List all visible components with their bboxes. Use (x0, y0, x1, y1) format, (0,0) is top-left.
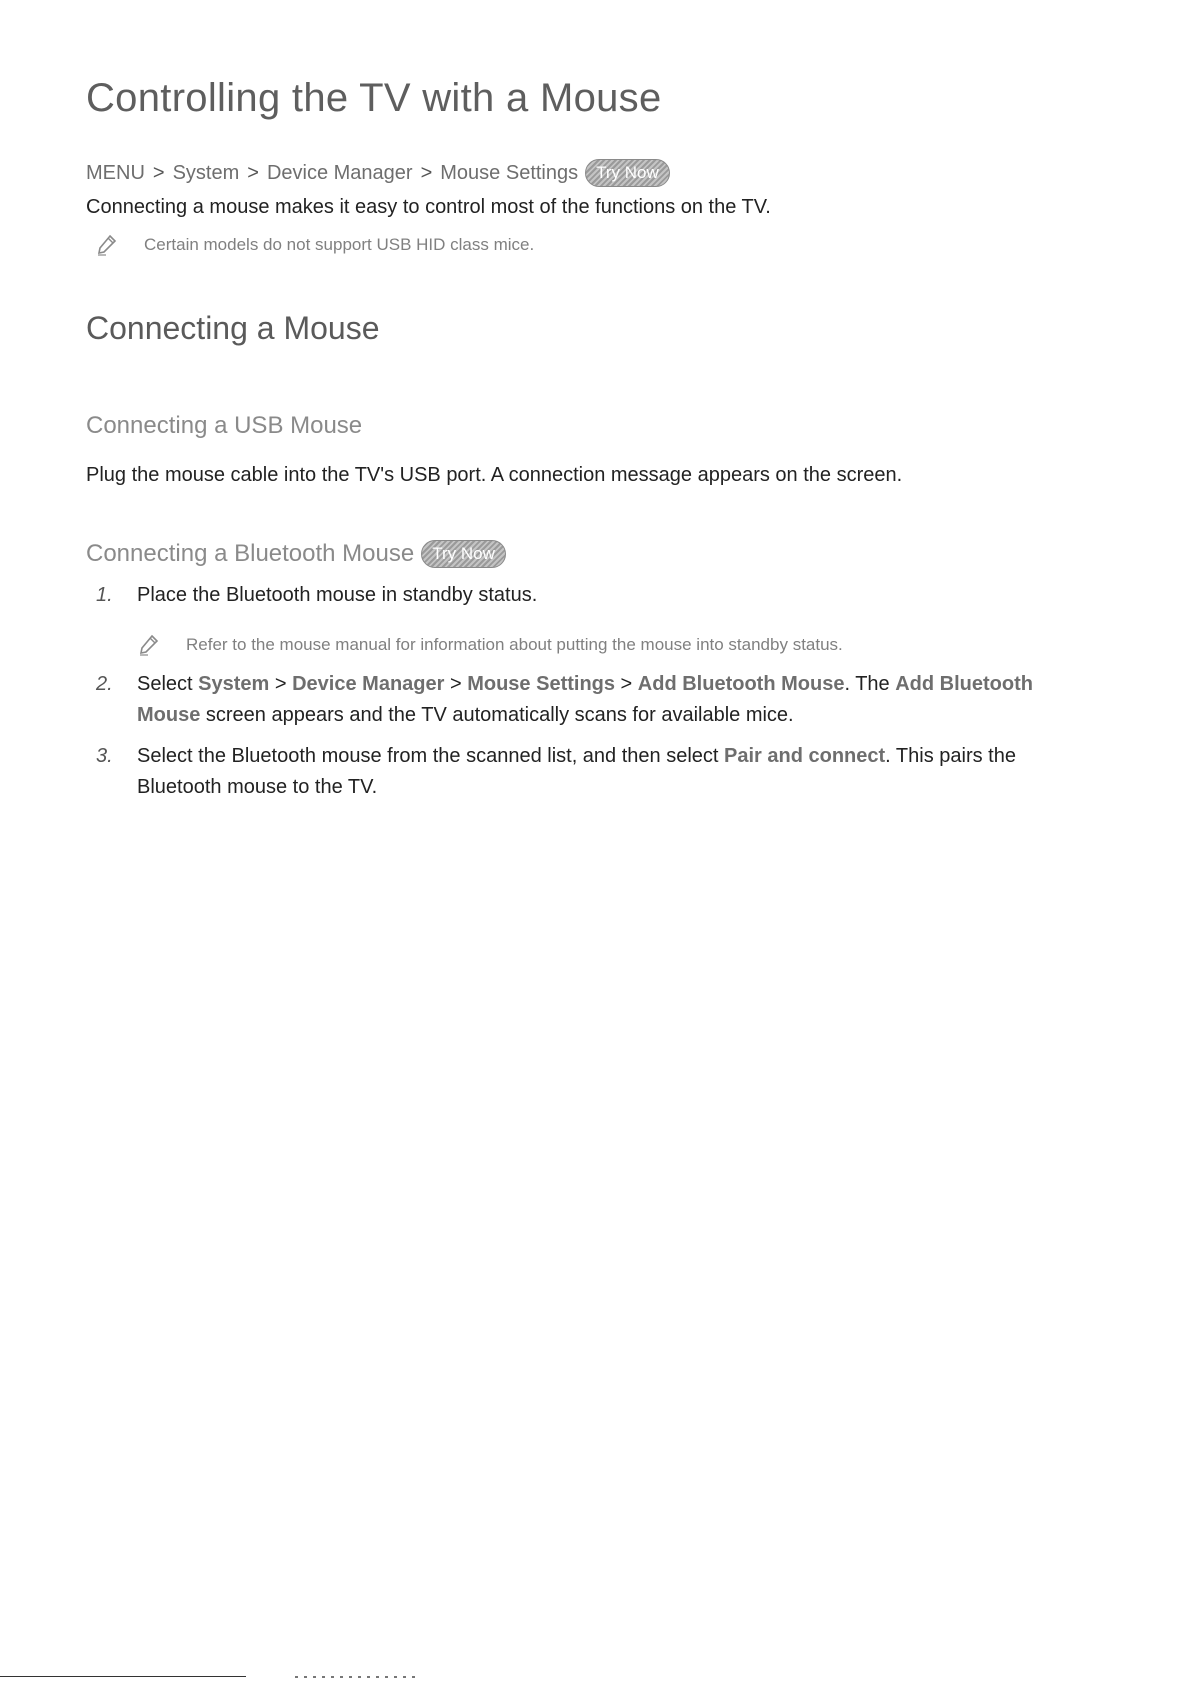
breadcrumb-separator: > (152, 161, 165, 184)
menu-add-bluetooth-mouse: Add Bluetooth Mouse (637, 673, 845, 695)
pencil-note-icon (138, 634, 160, 656)
usb-heading: Connecting a USB Mouse (86, 412, 363, 439)
step-text: Place the Bluetooth mouse in standby status. (137, 584, 538, 606)
try-now-button[interactable]: Try Now (421, 540, 506, 568)
step-text (137, 741, 1097, 803)
menu-mouse-settings: Mouse Settings (467, 673, 615, 695)
step-text-prefix: Select (137, 673, 199, 695)
note-standby-text: Refer to the mouse manual for information about putting the mouse into standby status. (186, 635, 843, 654)
note-models (96, 234, 534, 256)
footer-marks (295, 1676, 415, 1678)
breadcrumb-device-manager: Device Manager (266, 161, 413, 184)
step-number: 3. (96, 745, 113, 767)
page-title: Controlling the TV with a Mouse (86, 76, 662, 120)
step-text (137, 669, 1097, 731)
try-now-button[interactable]: Try Now (585, 159, 670, 187)
menu-device-manager: Device Manager (292, 673, 445, 695)
step-number: 1. (96, 584, 113, 606)
breadcrumb-system: System (172, 161, 240, 184)
pair-and-connect: Pair and connect (724, 745, 886, 767)
intro-text: Connecting a mouse makes it easy to control most of the functions on the TV. (86, 196, 771, 218)
usb-text: Plug the mouse cable into the TV's USB port. A connection message appears on the screen. (86, 464, 903, 486)
step-number: 2. (96, 673, 113, 695)
note-models-text: Certain models do not support USB HID class mice. (144, 235, 535, 254)
menu-system: System (198, 673, 270, 695)
menu-separator: > (615, 673, 638, 695)
menu-separator: > (269, 673, 293, 695)
bluetooth-heading-text: Connecting a Bluetooth Mouse (86, 540, 415, 567)
step-text-mid: . The (844, 673, 896, 695)
step-text-prefix: Select the Bluetooth mouse from the scanned list, and then select (137, 745, 725, 767)
pencil-note-icon (96, 234, 118, 256)
breadcrumb-mouse-settings: Mouse Settings (440, 161, 579, 184)
screen-name: Add Bluetooth Mouse (137, 673, 1033, 726)
footer-rule (0, 1676, 246, 1677)
menu-separator: > (444, 673, 468, 695)
bluetooth-heading (86, 540, 506, 568)
breadcrumb (86, 159, 670, 187)
breadcrumb-separator: > (420, 161, 433, 184)
note-standby (138, 634, 843, 656)
section-title: Connecting a Mouse (86, 310, 380, 346)
breadcrumb-separator: > (247, 161, 259, 184)
breadcrumb-menu: MENU (86, 161, 145, 184)
step-text-suffix: screen appears and the TV automatically scans for available mice. (200, 704, 794, 726)
step-text-suffix: . This pairs the Bluetooth mouse to the TV. (137, 745, 1016, 798)
